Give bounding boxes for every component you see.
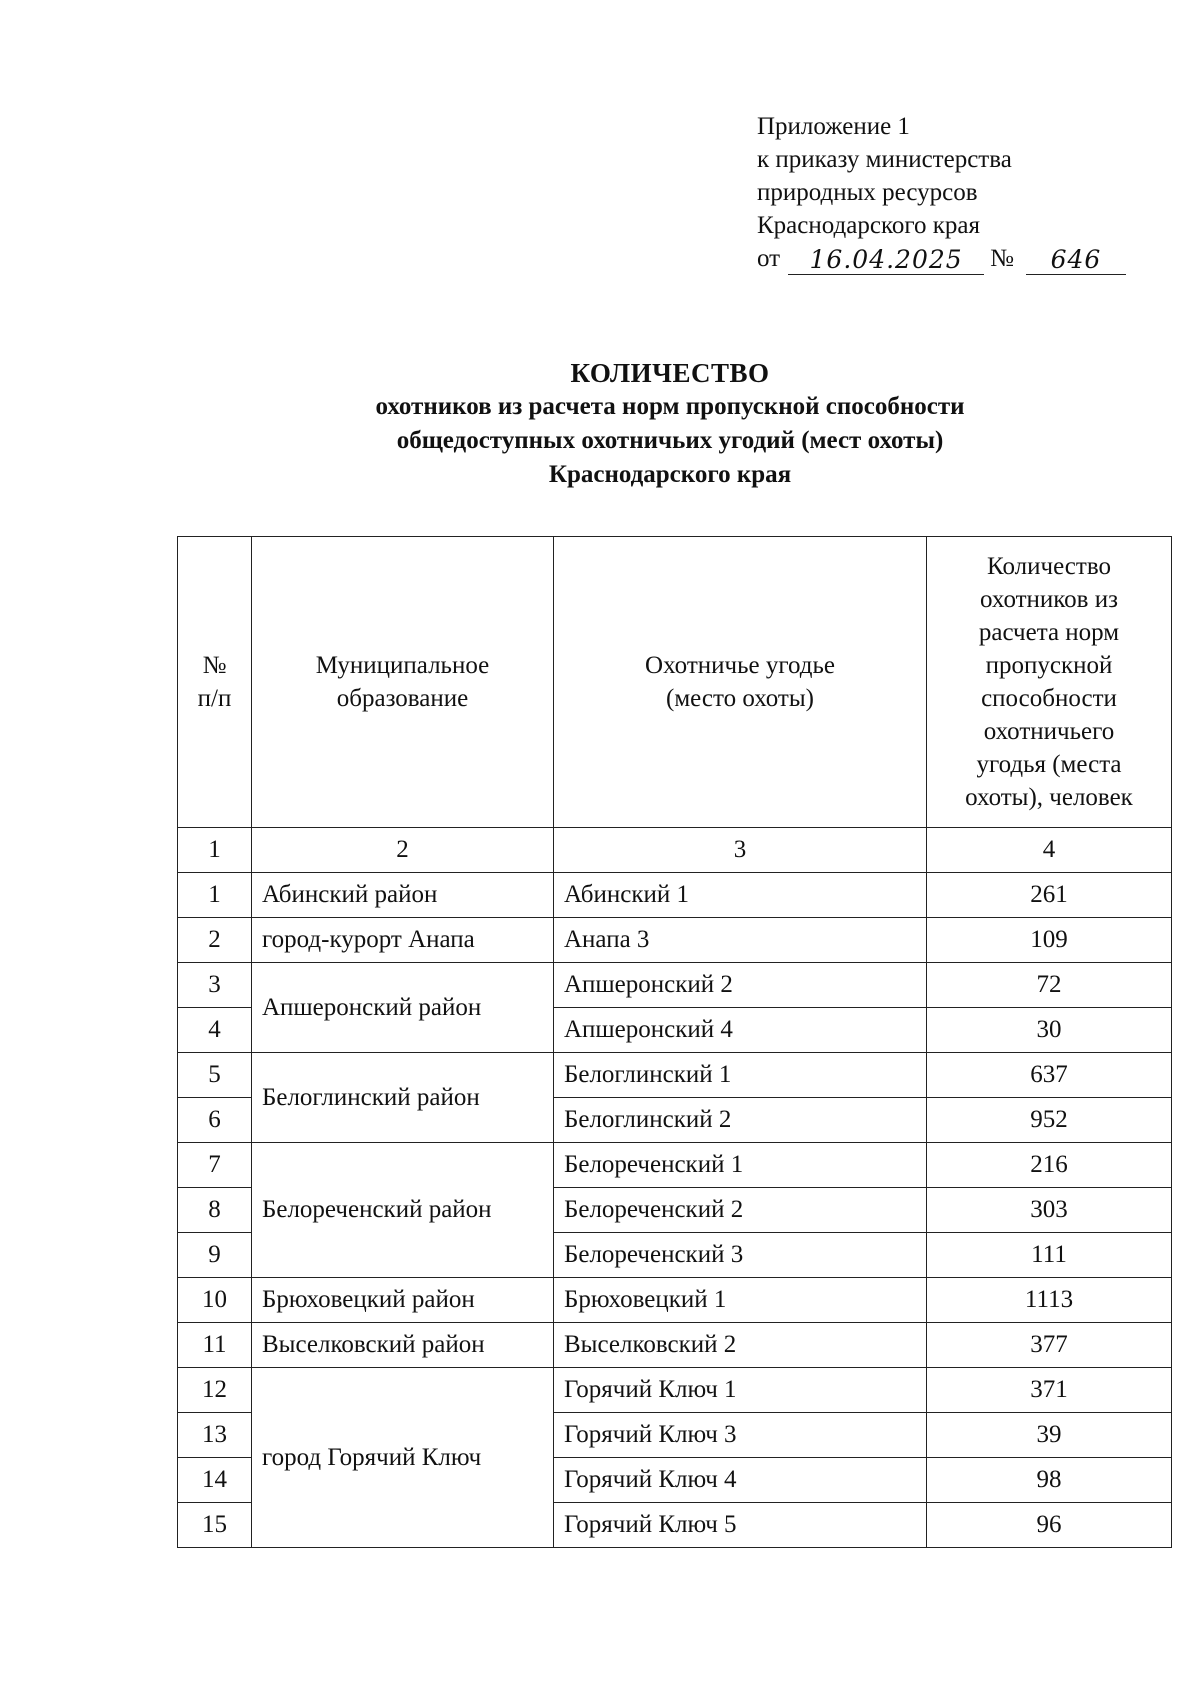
table-row [178, 1278, 1172, 1323]
municipality-cell: Абинский район [252, 873, 554, 918]
row-number: 2 [178, 918, 252, 963]
hunting-ground-cell: Выселковский 2 [554, 1323, 927, 1368]
hunting-ground-cell: Апшеронский 2 [554, 963, 927, 1008]
hunter-count-cell: 303 [927, 1188, 1172, 1233]
row-number: 15 [178, 1503, 252, 1548]
row-number: 1 [178, 873, 252, 918]
row-number: 3 [178, 963, 252, 1008]
row-number: 13 [178, 1413, 252, 1458]
hunter-count-cell: 111 [927, 1233, 1172, 1278]
hunters-table [177, 536, 1172, 1548]
header-municipality [252, 537, 554, 828]
row-number: 12 [178, 1368, 252, 1413]
municipality-cell: Белоглинский район [252, 1053, 554, 1143]
table-header-row [178, 537, 1172, 828]
title-line-4: Краснодарского края [548, 461, 792, 488]
table-row [178, 963, 1172, 1008]
hunting-ground-cell: Горячий Ключ 5 [554, 1503, 927, 1548]
header-hunting-ground [554, 537, 927, 828]
municipality-cell: Выселковский район [252, 1323, 554, 1368]
title-line-3: общедоступных охотничьих угодий (мест охоты) [396, 427, 944, 454]
header-hunting-ground-text: Охотничье угодье (место охоты) [645, 652, 835, 712]
row-number: 4 [178, 1008, 252, 1053]
row-number: 8 [178, 1188, 252, 1233]
hunter-count-cell: 98 [927, 1458, 1172, 1503]
appendix-line-1: Приложение 1 [757, 113, 910, 140]
title-main: КОЛИЧЕСТВО [570, 358, 770, 388]
title-line-2: охотников из расчета норм пропускной способности [375, 393, 965, 420]
hunting-ground-cell: Горячий Ключ 4 [554, 1458, 927, 1503]
hunting-ground-cell: Апшеронский 4 [554, 1008, 927, 1053]
row-number: 6 [178, 1098, 252, 1143]
appendix-block [757, 110, 1157, 275]
handwritten-number: 646 [1026, 246, 1126, 275]
column-number-3: 3 [554, 828, 927, 873]
header-municipality-text: Муниципальное образование [315, 652, 490, 712]
hunter-count-cell: 72 [927, 963, 1172, 1008]
column-numbers-row [178, 828, 1172, 873]
table-row [178, 873, 1172, 918]
handwritten-date: 16.04.2025 [788, 246, 984, 275]
appendix-line-2: к приказу министерства [757, 146, 1012, 173]
hunter-count-cell: 377 [927, 1323, 1172, 1368]
from-label: от [757, 245, 781, 272]
hunting-ground-cell: Брюховецкий 1 [554, 1278, 927, 1323]
hunter-count-cell: 637 [927, 1053, 1172, 1098]
municipality-cell: Апшеронский район [252, 963, 554, 1053]
hunter-count-cell: 261 [927, 873, 1172, 918]
hunting-ground-cell: Горячий Ключ 3 [554, 1413, 927, 1458]
hunting-ground-cell: Белореченский 1 [554, 1143, 927, 1188]
row-number: 10 [178, 1278, 252, 1323]
hunter-count-cell: 109 [927, 918, 1172, 963]
header-number [178, 537, 252, 828]
header-hunter-count [927, 537, 1172, 828]
document-title [180, 356, 1160, 492]
row-number: 5 [178, 1053, 252, 1098]
number-label: № [990, 245, 1014, 272]
table-row [178, 1143, 1172, 1188]
municipality-cell: Брюховецкий район [252, 1278, 554, 1323]
hunter-count-cell: 216 [927, 1143, 1172, 1188]
table-row [178, 1053, 1172, 1098]
hunter-count-cell: 96 [927, 1503, 1172, 1548]
appendix-line-3: природных ресурсов [757, 179, 978, 206]
table-row [178, 918, 1172, 963]
column-number-2: 2 [252, 828, 554, 873]
row-number: 14 [178, 1458, 252, 1503]
municipality-cell: город-курорт Анапа [252, 918, 554, 963]
table-row [178, 1323, 1172, 1368]
column-number-1: 1 [178, 828, 252, 873]
hunter-count-cell: 39 [927, 1413, 1172, 1458]
header-hunter-count-text: Количество охотников из расчета норм пропускной способности охотничьего угодья (места охоты), человек [965, 553, 1133, 811]
hunter-count-cell: 30 [927, 1008, 1172, 1053]
municipality-cell: Белореченский район [252, 1143, 554, 1278]
hunting-ground-cell: Белоглинский 2 [554, 1098, 927, 1143]
municipality-cell: город Горячий Ключ [252, 1368, 554, 1548]
hunter-count-cell: 1113 [927, 1278, 1172, 1323]
table-row [178, 1368, 1172, 1413]
row-number: 11 [178, 1323, 252, 1368]
column-number-4: 4 [927, 828, 1172, 873]
hunting-ground-cell: Горячий Ключ 1 [554, 1368, 927, 1413]
hunter-count-cell: 371 [927, 1368, 1172, 1413]
appendix-line-4: Краснодарского края [757, 212, 980, 239]
header-number-text: № п/п [197, 652, 232, 712]
hunting-ground-cell: Анапа 3 [554, 918, 927, 963]
hunting-ground-cell: Белореченский 3 [554, 1233, 927, 1278]
row-number: 9 [178, 1233, 252, 1278]
hunting-ground-cell: Абинский 1 [554, 873, 927, 918]
appendix-date-line [757, 242, 1157, 275]
hunter-count-cell: 952 [927, 1098, 1172, 1143]
row-number: 7 [178, 1143, 252, 1188]
hunting-ground-cell: Белоглинский 1 [554, 1053, 927, 1098]
hunting-ground-cell: Белореченский 2 [554, 1188, 927, 1233]
